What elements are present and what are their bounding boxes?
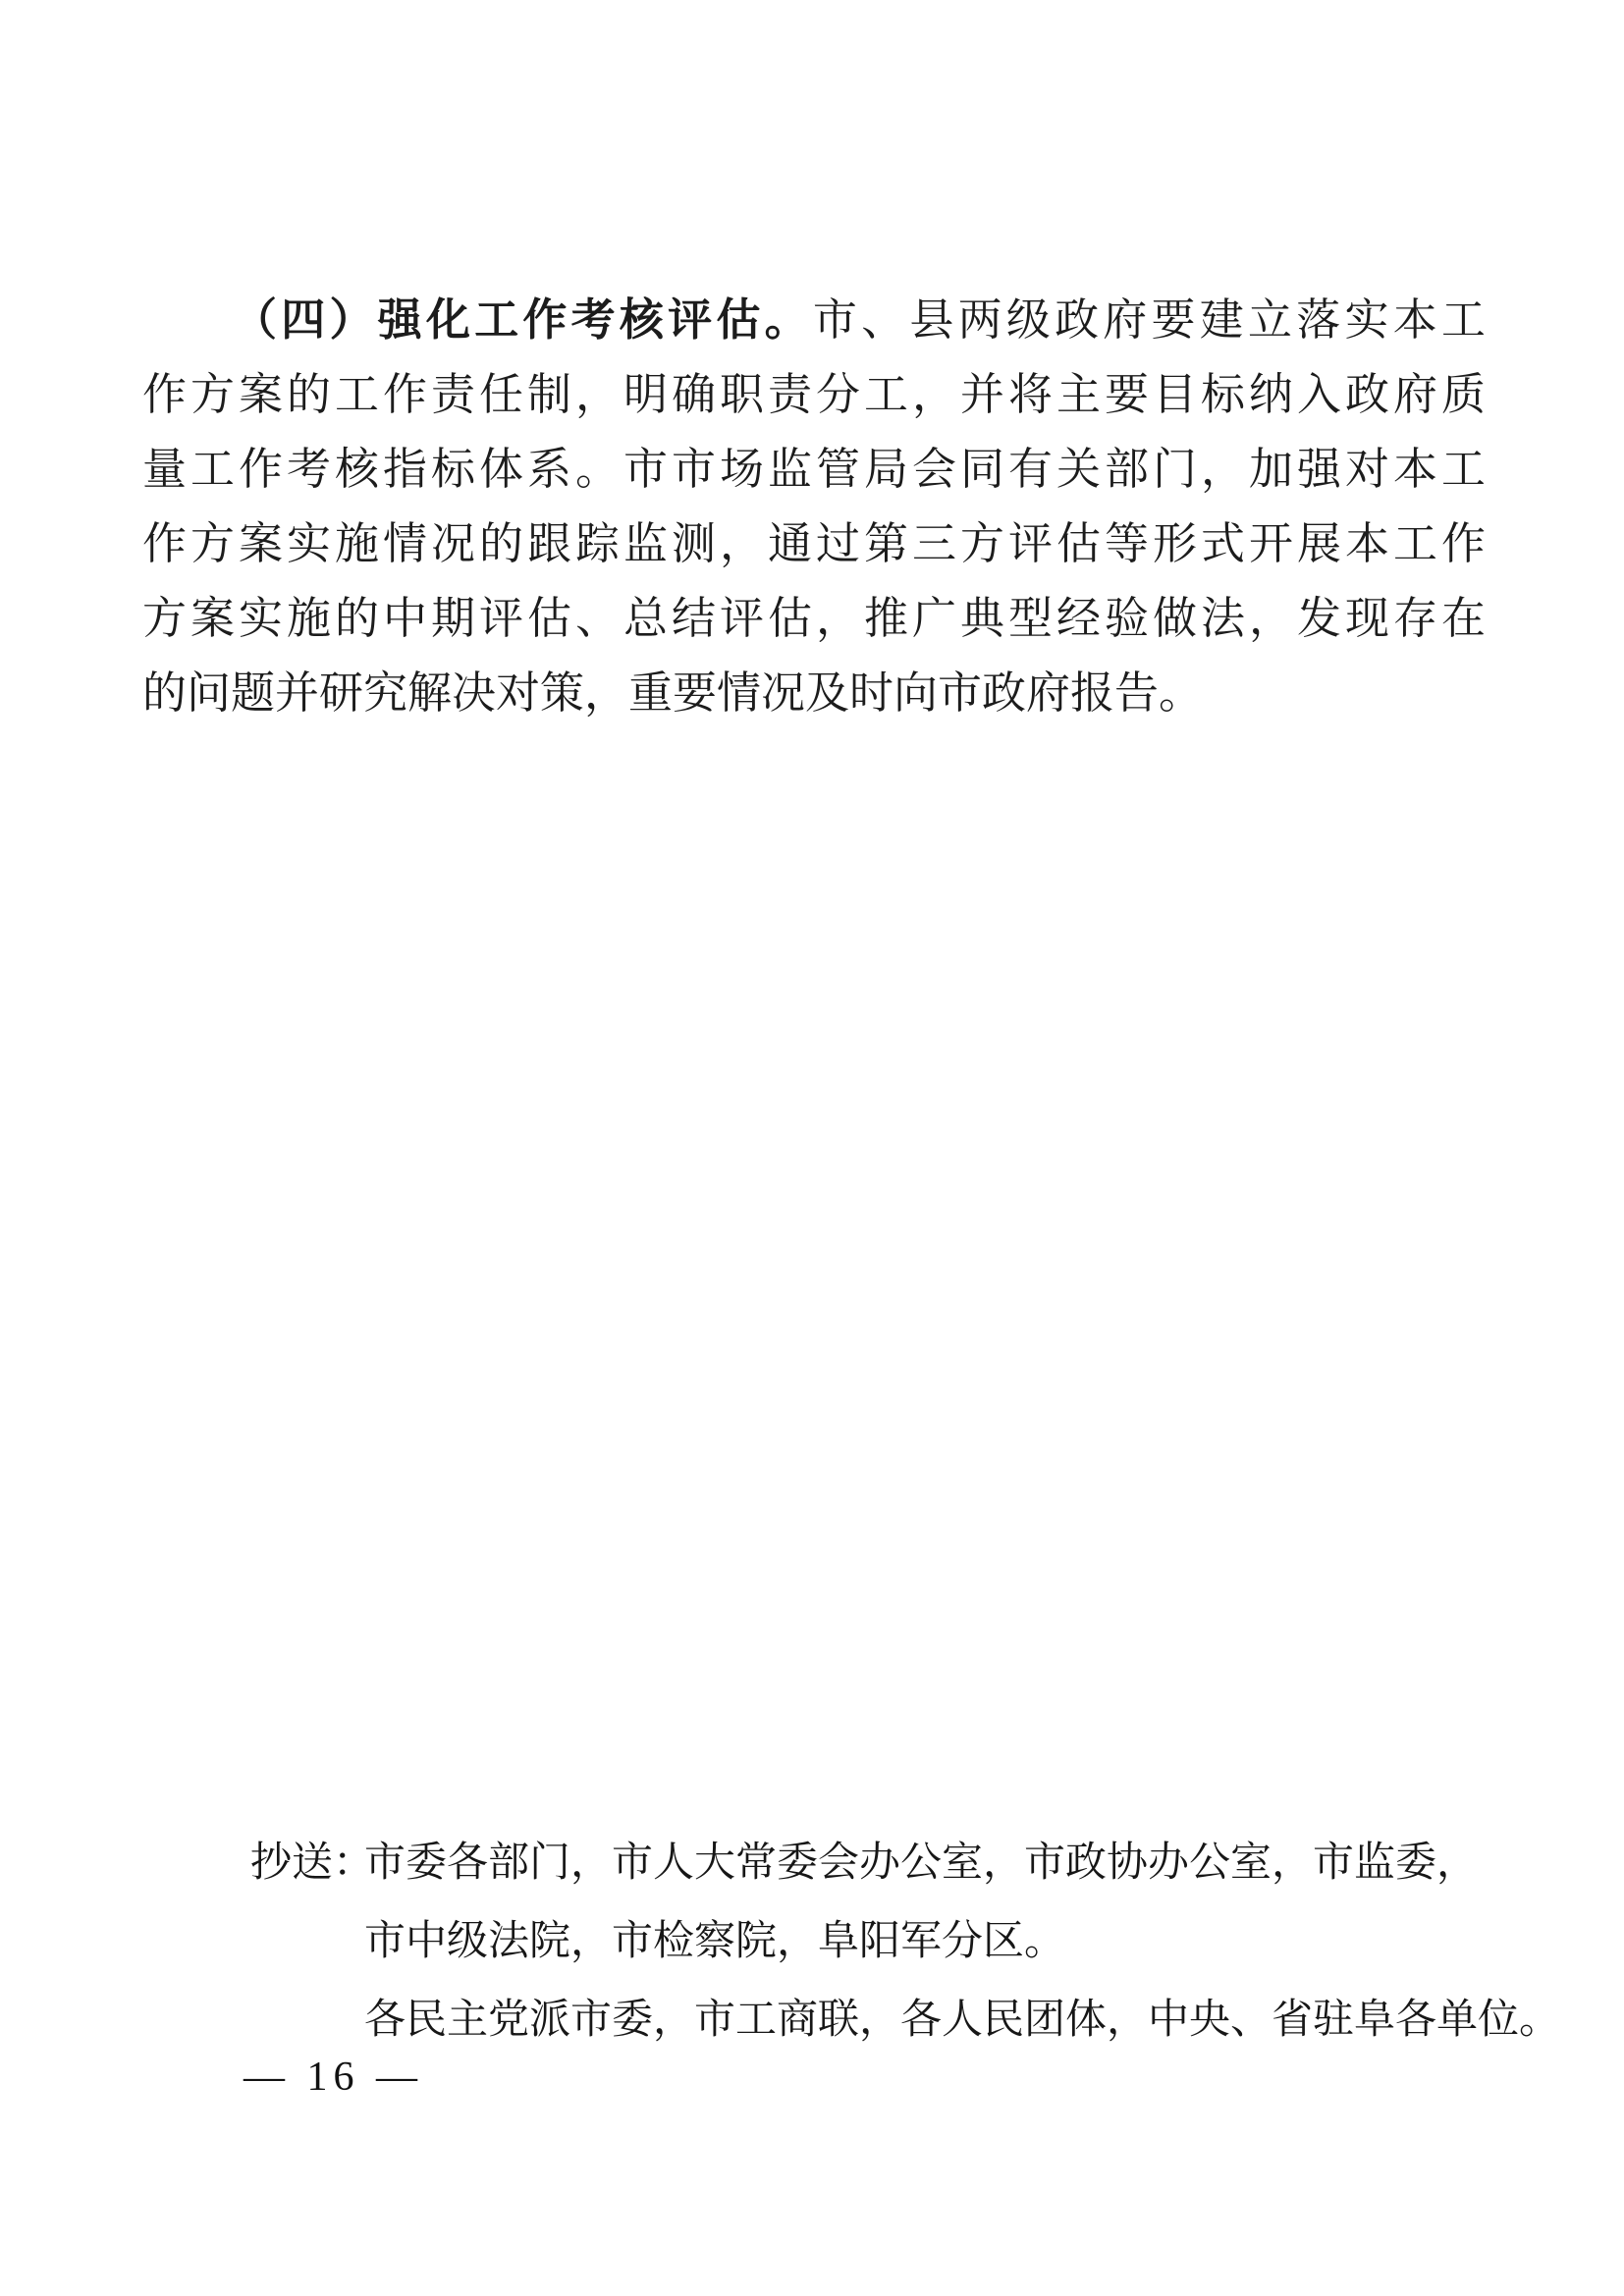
copy-line-text: 市委各部门，市人大常委会办公室，市政协办公室，市监委， — [364, 1841, 1479, 1886]
copy-distribution-block — [250, 1824, 1561, 2059]
copy-line: 市中级法院，市检察院，阜阳军分区。 — [364, 1919, 1066, 1964]
paragraph-line: 方案实施的中期评估、总结评估，推广典型经验做法，发现存在 — [142, 594, 1486, 643]
copy-to-label: 抄送： — [250, 1841, 375, 1886]
paragraph-line: 量工作考核指标体系。市市场监管局会同有关部门，加强对本工 — [142, 445, 1486, 494]
paragraph-line: 作方案实施情况的跟踪监测，通过第三方评估等形式开展本工作 — [142, 519, 1486, 568]
copy-line — [250, 1824, 1497, 1902]
paragraph-line: 的问题并研究解决对策，重要情况及时向市政府报告。 — [142, 668, 1204, 718]
paragraph-section-four — [142, 283, 1486, 730]
paragraph-lead-bold: （四）强化工作考核评估。 — [233, 295, 813, 345]
paragraph-line: 作方案的工作责任制，明确职责分工，并将主要目标纳入政府质 — [142, 370, 1486, 419]
copy-line: 各民主党派市委，市工商联，各人民团体，中央、省驻阜各单位。 — [364, 1998, 1561, 2043]
paragraph-line-text: 市、县两级政府要建立落实本工 — [812, 295, 1486, 345]
page-number: — 16 — — [244, 2055, 423, 2100]
paragraph-line — [142, 283, 1486, 357]
